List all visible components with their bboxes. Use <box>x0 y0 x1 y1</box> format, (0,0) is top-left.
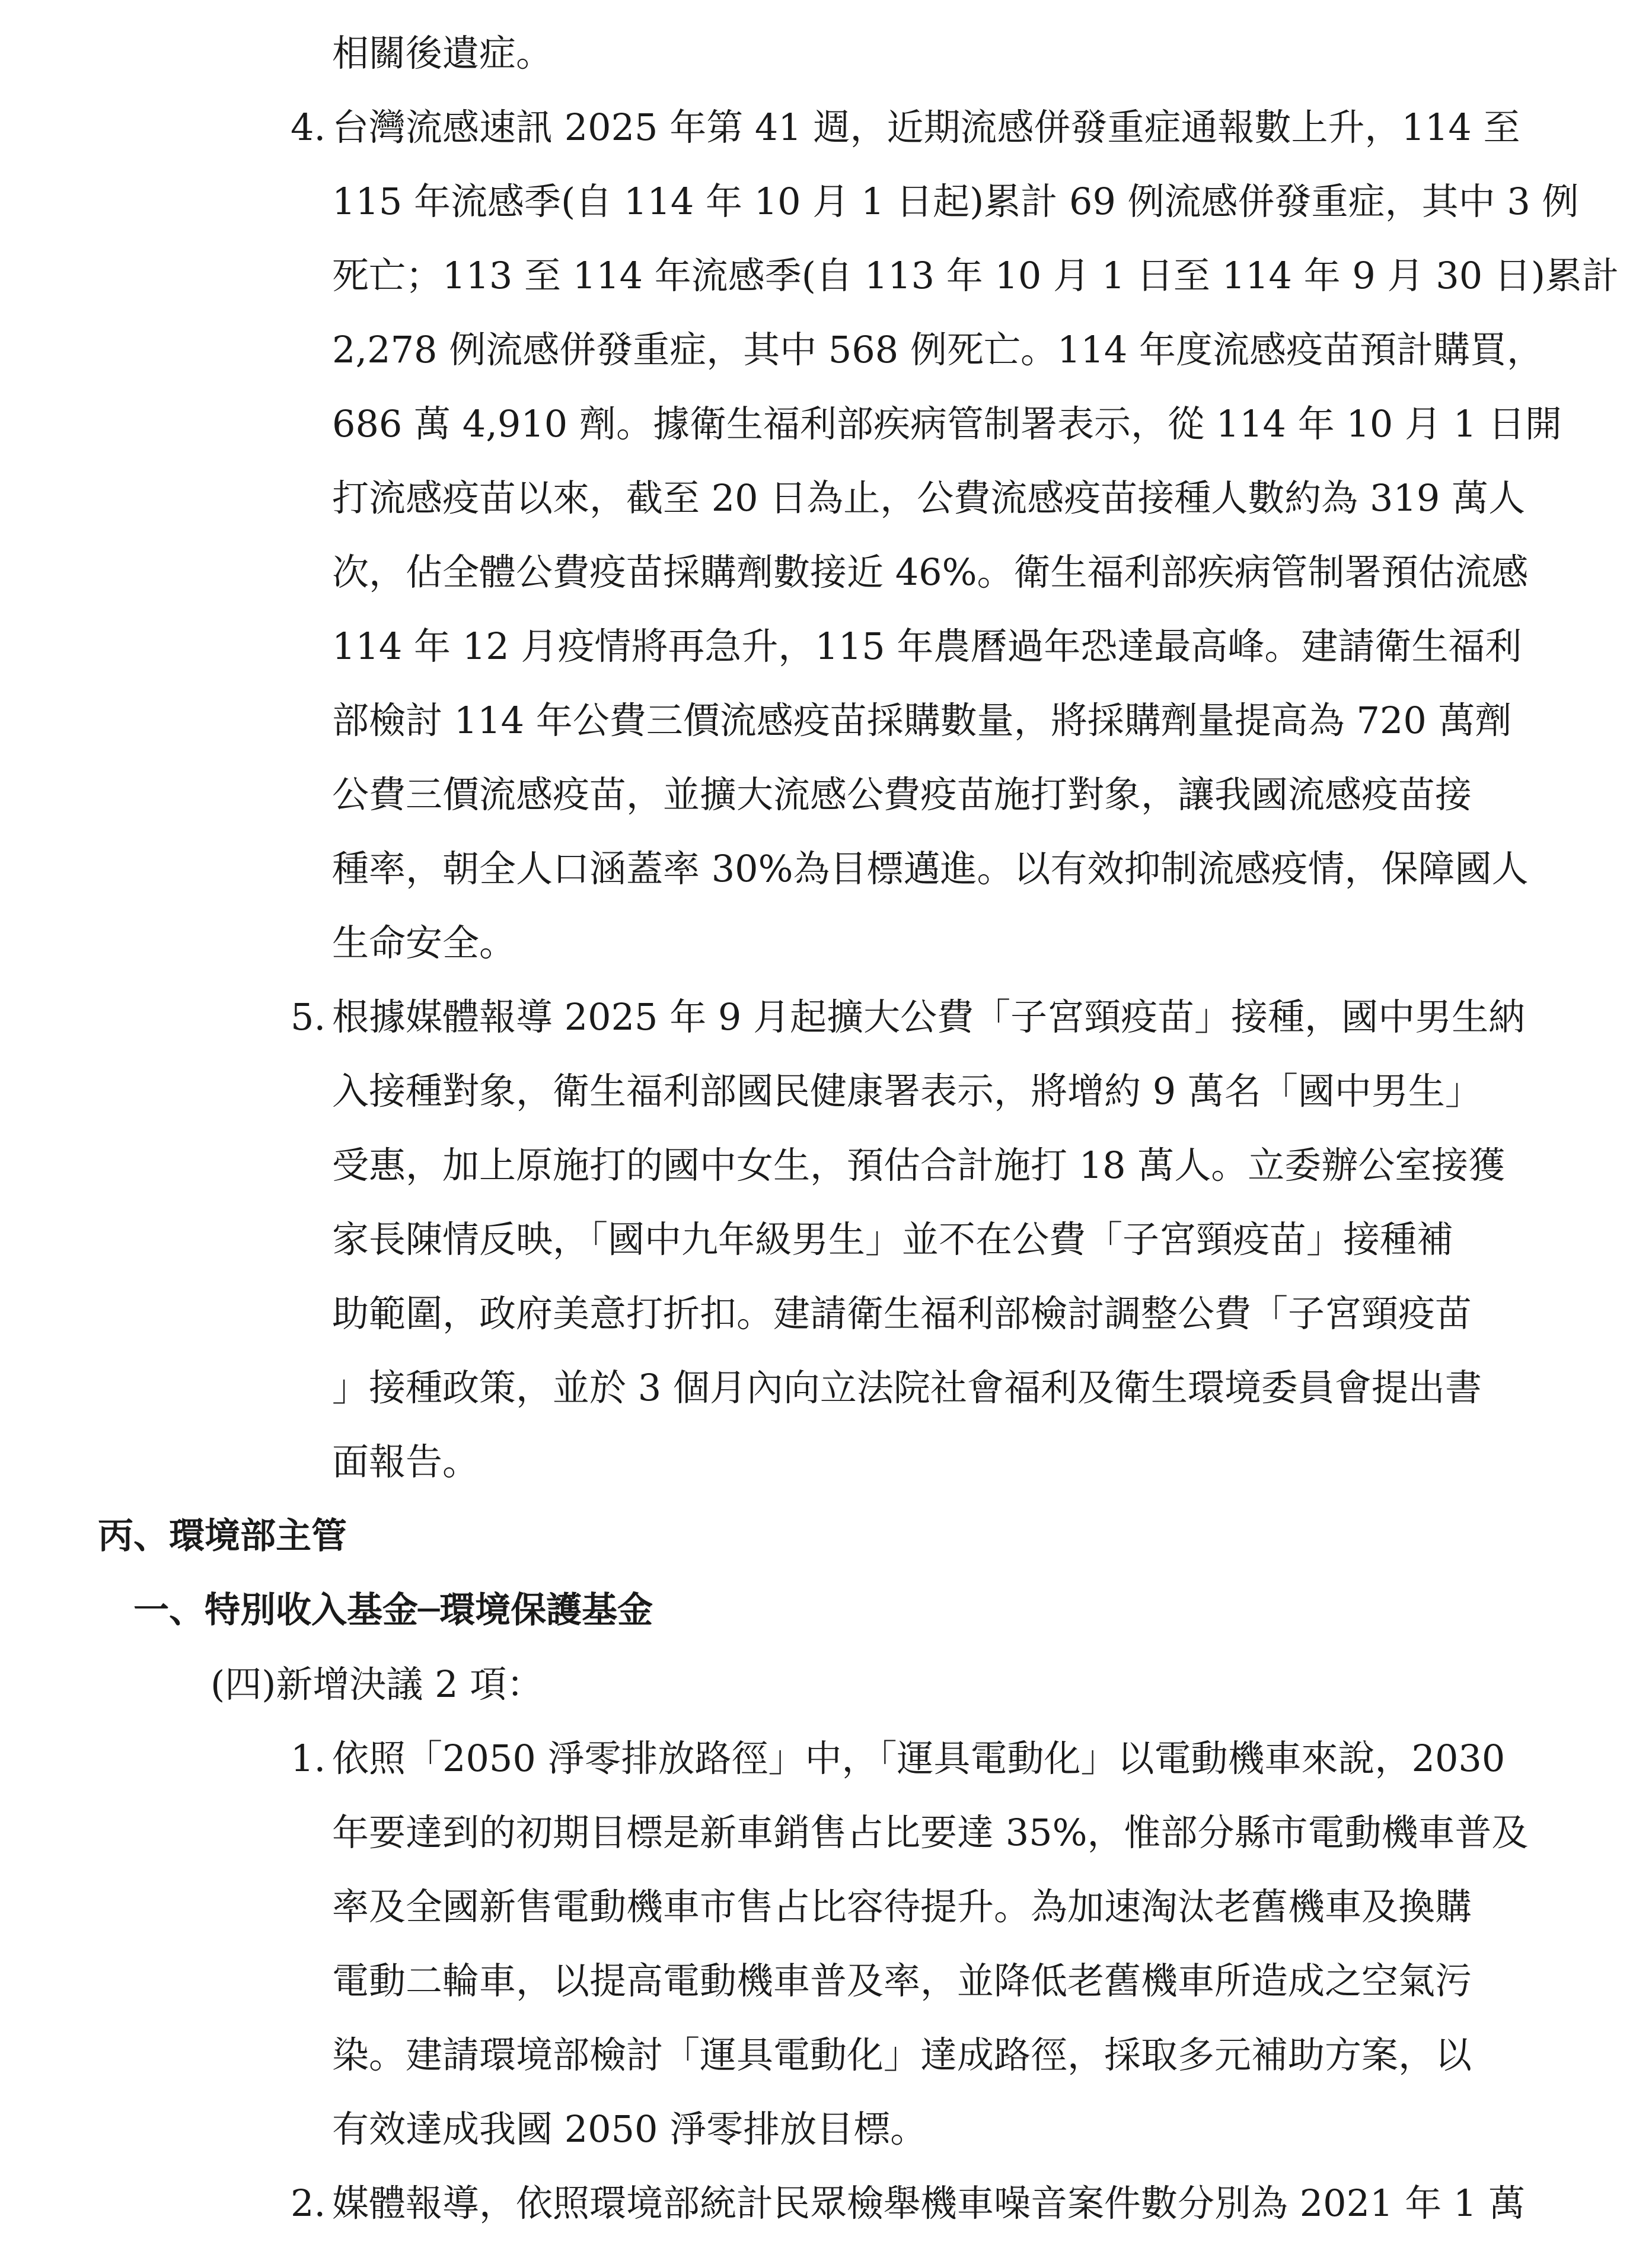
res1-line-1: 依照「2050 淨零排放路徑」中，「運具電動化」以電動機車來說，2030 <box>332 1737 1506 1780</box>
res1-line-3: 率及全國新售電動機車市售占比容待提升。為加速淘汰老舊機車及換購 <box>332 1885 1472 1928</box>
item5-line-3: 受惠，加上原施打的國中女生，預估合計施打 18 萬人。立委辦公室接獲 <box>332 1144 1506 1187</box>
item4-line-5: 686 萬 4,910 劑。據衛生福利部疾病管制署表示，從 114 年 10 月 1 日開 <box>332 402 1562 445</box>
item4-line-12: 生命安全。 <box>332 921 516 964</box>
item4-line-1: 台灣流感速訊 2025 年第 41 週，近期流感併發重症通報數上升，114 至 <box>332 106 1520 149</box>
item4-line-9: 部檢討 114 年公費三價流感疫苗採購數量，將採購劑量提高為 720 萬劑 <box>332 699 1512 742</box>
res1-line-2: 年要達到的初期目標是新車銷售占比要達 35%，惟部分縣市電動機車普及 <box>332 1811 1529 1854</box>
res1-line-4: 電動二輪車，以提高電動機車普及率，並降低老舊機車所造成之空氣污 <box>332 1959 1472 2002</box>
item4-line-4: 2,278 例流感併發重症，其中 568 例死亡。114 年度流感疫苗預計購買， <box>332 328 1544 371</box>
item5-line-1: 根據媒體報導 2025 年 9 月起擴大公費「子宮頸疫苗」接種，國中男生納 <box>332 995 1526 1039</box>
item5-line-6: 」接種政策，並於 3 個月內向立法院社會福利及衛生環境委員會提出書 <box>332 1366 1482 1409</box>
item5-line-7: 面報告。 <box>332 1440 480 1483</box>
item4-line-2: 115 年流感季(自 114 年 10 月 1 日起)累計 69 例流感併發重症，其中 3 例 <box>332 180 1579 223</box>
res1-line-6: 有效達成我國 2050 淨零排放目標。 <box>332 2107 927 2151</box>
item4-line-3: 死亡；113 至 114 年流感季(自 113 年 10 月 1 日至 114 年 9 月 30 日)累計 <box>332 254 1619 297</box>
res1-number: 1. <box>291 1737 326 1780</box>
resolution-heading: (四)新增決議 2 項： <box>211 1663 544 1706</box>
section-heading: 丙、環境部主管 <box>98 1515 347 1557</box>
item4-line-7: 次，佔全體公費疫苗採購劑數接近 46%。衛生福利部疾病管制署預估流感 <box>332 550 1529 594</box>
item5-line-4: 家長陳情反映，「國中九年級男生」並不在公費「子宮頸疫苗」接種補 <box>332 1218 1454 1261</box>
item4-line-10: 公費三價流感疫苗，並擴大流感公費疫苗施打對象，讓我國流感疫苗接 <box>332 773 1472 816</box>
item4-line-8: 114 年 12 月疫情將再急升，115 年農曆過年恐達最高峰。建請衛生福利 <box>332 625 1522 668</box>
res1-line-5: 染。建請環境部檢討「運具電動化」達成路徑，採取多元補助方案，以 <box>332 2033 1472 2077</box>
subsection-heading: 一、特別收入基金─環境保護基金 <box>133 1590 653 1631</box>
item3-tail-line: 相關後遺症。 <box>332 31 553 75</box>
res2-line-1: 媒體報導，依照環境部統計民眾檢舉機車噪音案件數分別為 2021 年 1 萬 <box>332 2182 1526 2225</box>
item4-line-11: 種率，朝全人口涵蓋率 30%為目標邁進。以有效抑制流感疫情，保障國人 <box>332 847 1529 890</box>
item5-line-5: 助範圍，政府美意打折扣。建請衛生福利部檢討調整公費「子宮頸疫苗 <box>332 1292 1472 1335</box>
item4-line-6: 打流感疫苗以來，截至 20 日為止，公費流感疫苗接種人數約為 319 萬人 <box>332 476 1526 520</box>
item5-number: 5. <box>291 995 326 1039</box>
item5-line-2: 入接種對象，衛生福利部國民健康署表示，將增約 9 萬名「國中男生」 <box>332 1069 1482 1113</box>
res2-number: 2. <box>291 2182 326 2225</box>
item4-number: 4. <box>291 106 326 149</box>
